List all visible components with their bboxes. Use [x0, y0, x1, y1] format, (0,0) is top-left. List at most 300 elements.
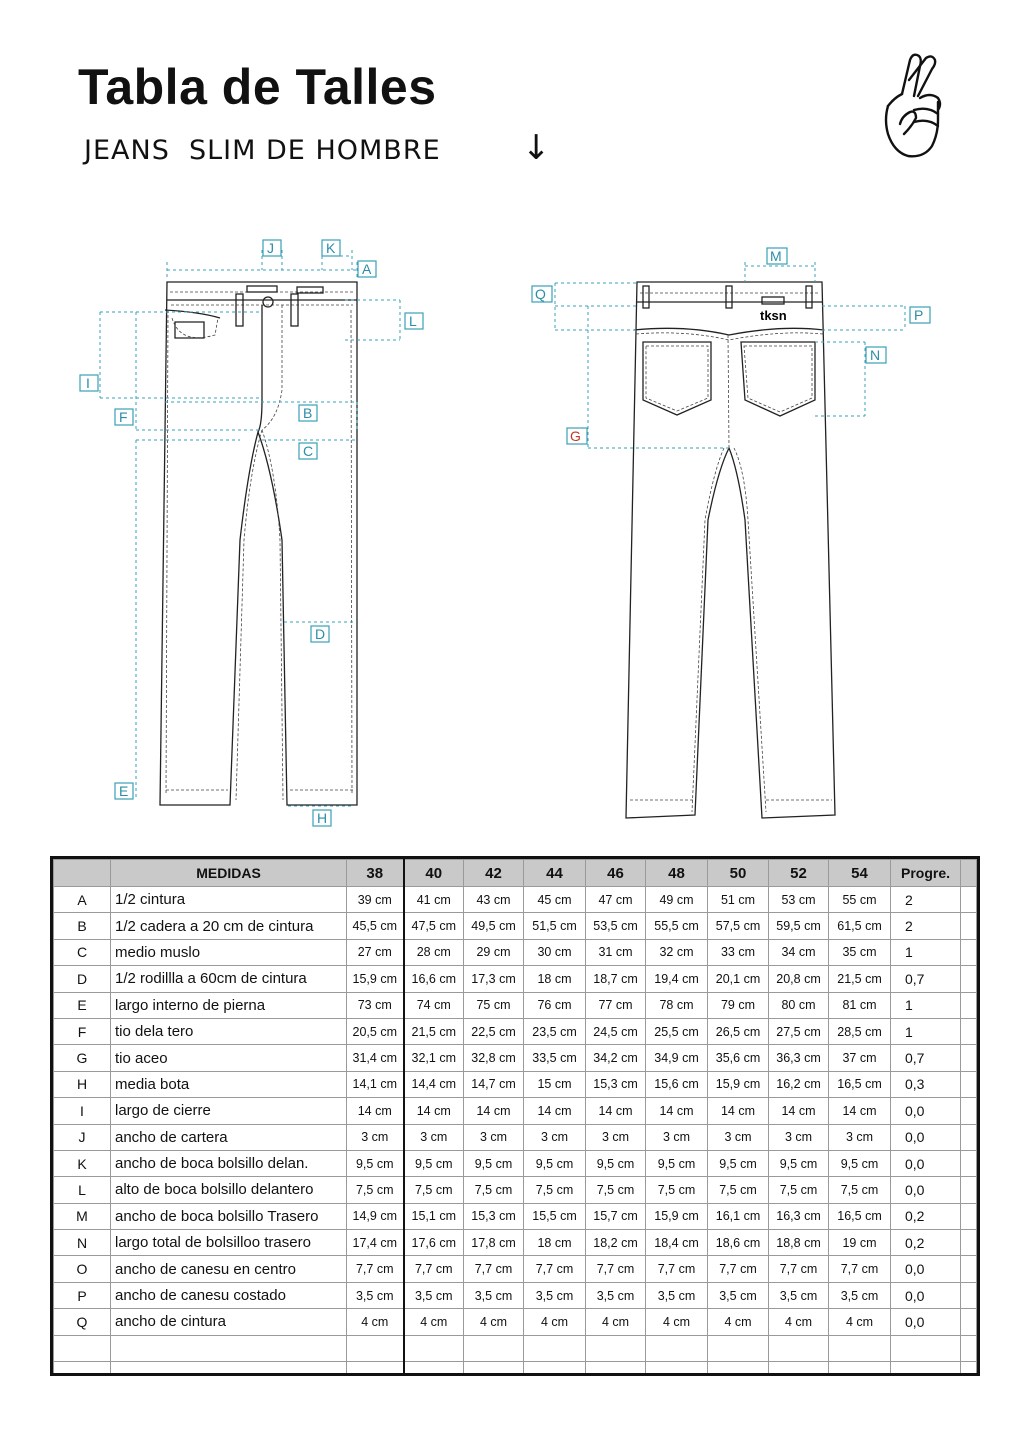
row-progression: 2: [891, 913, 961, 939]
empty-cell: [347, 1362, 404, 1376]
row-value: 28,5 cm: [829, 1018, 891, 1044]
row-value: 3 cm: [586, 1124, 646, 1150]
row-value: 33 cm: [708, 939, 769, 965]
row-value: 80 cm: [769, 992, 829, 1018]
row-value: 15,9 cm: [708, 1071, 769, 1097]
row-value: 7,5 cm: [404, 1177, 464, 1203]
row-value: 18,4 cm: [646, 1230, 708, 1256]
row-value: 14 cm: [524, 1098, 586, 1124]
row-value: 14 cm: [769, 1098, 829, 1124]
row-progression: 2: [891, 887, 961, 913]
page-title: Tabla de Talles: [78, 59, 437, 115]
empty-cell: [586, 1362, 646, 1376]
row-progression: 0,2: [891, 1203, 961, 1229]
row-value: 27 cm: [347, 939, 404, 965]
label-J: J: [267, 240, 274, 256]
label-L: L: [409, 313, 417, 329]
row-value: 14 cm: [347, 1098, 404, 1124]
row-value: 7,5 cm: [646, 1177, 708, 1203]
label-I: I: [86, 375, 90, 391]
row-description: largo de cierre: [111, 1098, 347, 1124]
row-spacer: [961, 1256, 977, 1282]
row-spacer: [961, 1150, 977, 1176]
row-value: 20,5 cm: [347, 1018, 404, 1044]
row-value: 4 cm: [769, 1309, 829, 1335]
row-value: 4 cm: [586, 1309, 646, 1335]
table-row: [54, 1071, 977, 1097]
row-spacer: [961, 1098, 977, 1124]
row-value: 7,7 cm: [769, 1256, 829, 1282]
label-B: B: [303, 405, 313, 421]
table-row: [54, 913, 977, 939]
row-value: 15 cm: [524, 1071, 586, 1097]
row-value: 15,9 cm: [646, 1203, 708, 1229]
row-letter: J: [54, 1124, 111, 1150]
row-letter: B: [54, 913, 111, 939]
row-value: 14,1 cm: [347, 1071, 404, 1097]
row-value: 81 cm: [829, 992, 891, 1018]
row-value: 3,5 cm: [404, 1282, 464, 1308]
row-spacer: [961, 1309, 977, 1335]
row-value: 57,5 cm: [708, 913, 769, 939]
empty-cell: [404, 1335, 464, 1361]
row-value: 15,3 cm: [586, 1071, 646, 1097]
row-value: 17,8 cm: [464, 1230, 524, 1256]
row-value: 53 cm: [769, 887, 829, 913]
row-value: 15,7 cm: [586, 1203, 646, 1229]
table-row: [54, 1256, 977, 1282]
row-value: 73 cm: [347, 992, 404, 1018]
row-description: ancho de boca bolsillo Trasero: [111, 1203, 347, 1229]
empty-cell: [54, 1335, 111, 1361]
header-size-46: 46: [586, 860, 646, 887]
row-description: alto de boca bolsillo delantero: [111, 1177, 347, 1203]
row-value: 49,5 cm: [464, 913, 524, 939]
row-description: largo total de bolsilloo trasero: [111, 1230, 347, 1256]
row-value: 77 cm: [586, 992, 646, 1018]
row-progression: 1: [891, 992, 961, 1018]
row-value: 15,6 cm: [646, 1071, 708, 1097]
row-value: 14,4 cm: [404, 1071, 464, 1097]
row-value: 35,6 cm: [708, 1045, 769, 1071]
row-value: 32 cm: [646, 939, 708, 965]
row-letter: A: [54, 887, 111, 913]
row-description: ancho de canesu en centro: [111, 1256, 347, 1282]
label-F: F: [119, 409, 128, 425]
row-value: 37 cm: [829, 1045, 891, 1071]
row-value: 3,5 cm: [829, 1282, 891, 1308]
empty-cell: [524, 1362, 586, 1376]
row-value: 7,7 cm: [524, 1256, 586, 1282]
row-spacer: [961, 1045, 977, 1071]
row-value: 18 cm: [524, 1230, 586, 1256]
row-value: 14,7 cm: [464, 1071, 524, 1097]
empty-cell: [646, 1335, 708, 1361]
row-value: 15,5 cm: [524, 1203, 586, 1229]
row-letter: O: [54, 1256, 111, 1282]
row-value: 30 cm: [524, 939, 586, 965]
row-progression: 0,7: [891, 966, 961, 992]
row-value: 55,5 cm: [646, 913, 708, 939]
empty-cell: [708, 1335, 769, 1361]
label-M: M: [770, 248, 782, 264]
row-value: 79 cm: [708, 992, 769, 1018]
row-letter: F: [54, 1018, 111, 1044]
row-value: 7,5 cm: [464, 1177, 524, 1203]
row-value: 45,5 cm: [347, 913, 404, 939]
row-progression: 0,0: [891, 1150, 961, 1176]
row-letter: H: [54, 1071, 111, 1097]
row-letter: N: [54, 1230, 111, 1256]
row-spacer: [961, 1230, 977, 1256]
row-progression: 1: [891, 1018, 961, 1044]
row-value: 3,5 cm: [769, 1282, 829, 1308]
empty-table-row: [54, 1362, 977, 1376]
row-value: 16,5 cm: [829, 1071, 891, 1097]
row-description: 1/2 rodillla a 60cm de cintura: [111, 966, 347, 992]
row-letter: D: [54, 966, 111, 992]
empty-cell: [961, 1362, 977, 1376]
row-value: 18,6 cm: [708, 1230, 769, 1256]
row-letter: K: [54, 1150, 111, 1176]
row-description: tio aceo: [111, 1045, 347, 1071]
row-value: 18,8 cm: [769, 1230, 829, 1256]
row-value: 7,7 cm: [708, 1256, 769, 1282]
row-value: 28 cm: [404, 939, 464, 965]
row-progression: 0,3: [891, 1071, 961, 1097]
row-spacer: [961, 939, 977, 965]
row-value: 51,5 cm: [524, 913, 586, 939]
row-value: 4 cm: [708, 1309, 769, 1335]
empty-cell: [891, 1335, 961, 1361]
row-progression: 0,0: [891, 1124, 961, 1150]
row-value: 47 cm: [586, 887, 646, 913]
label-G: G: [570, 428, 581, 444]
row-value: 3 cm: [404, 1124, 464, 1150]
label-D: D: [315, 626, 326, 642]
row-value: 19,4 cm: [646, 966, 708, 992]
row-value: 34,2 cm: [586, 1045, 646, 1071]
row-value: 15,3 cm: [464, 1203, 524, 1229]
row-value: 21,5 cm: [829, 966, 891, 992]
row-value: 3 cm: [708, 1124, 769, 1150]
row-value: 78 cm: [646, 992, 708, 1018]
row-value: 75 cm: [464, 992, 524, 1018]
empty-cell: [111, 1335, 347, 1361]
row-value: 27,5 cm: [769, 1018, 829, 1044]
row-value: 3,5 cm: [524, 1282, 586, 1308]
row-value: 9,5 cm: [646, 1150, 708, 1176]
row-value: 4 cm: [404, 1309, 464, 1335]
table-row: [54, 1203, 977, 1229]
table-row: [54, 1124, 977, 1150]
label-E: E: [119, 783, 129, 799]
row-value: 19 cm: [829, 1230, 891, 1256]
table-header-row: [54, 860, 977, 887]
row-value: 45 cm: [524, 887, 586, 913]
front-view-jeans: [80, 240, 423, 826]
table-row: [54, 1018, 977, 1044]
row-value: 7,7 cm: [646, 1256, 708, 1282]
row-value: 61,5 cm: [829, 913, 891, 939]
row-value: 16,3 cm: [769, 1203, 829, 1229]
header-size-50: 50: [708, 860, 769, 887]
row-spacer: [961, 1203, 977, 1229]
empty-cell: [111, 1362, 347, 1376]
row-value: 39 cm: [347, 887, 404, 913]
row-value: 17,3 cm: [464, 966, 524, 992]
row-value: 34 cm: [769, 939, 829, 965]
row-value: 49 cm: [646, 887, 708, 913]
empty-cell: [769, 1362, 829, 1376]
row-value: 7,5 cm: [829, 1177, 891, 1203]
row-value: 15,9 cm: [347, 966, 404, 992]
row-value: 33,5 cm: [524, 1045, 586, 1071]
label-Q: Q: [535, 286, 546, 302]
row-value: 18 cm: [524, 966, 586, 992]
label-N: N: [870, 347, 881, 363]
size-table: [50, 856, 980, 1376]
row-value: 9,5 cm: [464, 1150, 524, 1176]
row-value: 3,5 cm: [347, 1282, 404, 1308]
empty-table-row: [54, 1335, 977, 1361]
row-value: 21,5 cm: [404, 1018, 464, 1044]
row-letter: M: [54, 1203, 111, 1229]
empty-cell: [524, 1335, 586, 1361]
row-spacer: [961, 966, 977, 992]
row-value: 3 cm: [646, 1124, 708, 1150]
header-size-44: 44: [524, 860, 586, 887]
row-description: ancho de canesu costado: [111, 1282, 347, 1308]
row-value: 59,5 cm: [769, 913, 829, 939]
row-value: 7,7 cm: [347, 1256, 404, 1282]
row-letter: C: [54, 939, 111, 965]
table-body: [54, 887, 977, 1377]
row-value: 7,5 cm: [769, 1177, 829, 1203]
row-value: 4 cm: [524, 1309, 586, 1335]
table-row: [54, 1282, 977, 1308]
row-value: 7,7 cm: [404, 1256, 464, 1282]
row-spacer: [961, 992, 977, 1018]
row-value: 20,8 cm: [769, 966, 829, 992]
row-letter: P: [54, 1282, 111, 1308]
header-medidas: MEDIDAS: [111, 860, 347, 887]
row-value: 36,3 cm: [769, 1045, 829, 1071]
page-subtitle: JEANS SLIM DE HOMBRE: [84, 135, 441, 166]
row-spacer: [961, 1177, 977, 1203]
row-value: 16,1 cm: [708, 1203, 769, 1229]
row-value: 15,1 cm: [404, 1203, 464, 1229]
row-description: medio muslo: [111, 939, 347, 965]
row-letter: I: [54, 1098, 111, 1124]
table-row: [54, 1230, 977, 1256]
row-progression: 0,0: [891, 1098, 961, 1124]
row-description: ancho de boca bolsillo delan.: [111, 1150, 347, 1176]
header-size-38: 38: [347, 860, 404, 887]
row-value: 3,5 cm: [708, 1282, 769, 1308]
empty-cell: [646, 1362, 708, 1376]
row-value: 26,5 cm: [708, 1018, 769, 1044]
row-value: 43 cm: [464, 887, 524, 913]
row-spacer: [961, 1124, 977, 1150]
empty-cell: [829, 1362, 891, 1376]
row-value: 7,5 cm: [524, 1177, 586, 1203]
row-value: 9,5 cm: [347, 1150, 404, 1176]
row-value: 7,7 cm: [586, 1256, 646, 1282]
header-size-52: 52: [769, 860, 829, 887]
row-value: 14 cm: [829, 1098, 891, 1124]
row-value: 31,4 cm: [347, 1045, 404, 1071]
row-value: 14 cm: [586, 1098, 646, 1124]
header-size-54: 54: [829, 860, 891, 887]
row-value: 53,5 cm: [586, 913, 646, 939]
row-value: 9,5 cm: [404, 1150, 464, 1176]
row-progression: 0,0: [891, 1309, 961, 1335]
empty-cell: [464, 1362, 524, 1376]
row-value: 7,7 cm: [464, 1256, 524, 1282]
row-value: 3 cm: [347, 1124, 404, 1150]
row-letter: G: [54, 1045, 111, 1071]
row-value: 31 cm: [586, 939, 646, 965]
row-letter: E: [54, 992, 111, 1018]
row-value: 4 cm: [646, 1309, 708, 1335]
empty-cell: [769, 1335, 829, 1361]
row-value: 3 cm: [524, 1124, 586, 1150]
row-value: 55 cm: [829, 887, 891, 913]
row-value: 3 cm: [464, 1124, 524, 1150]
row-value: 14 cm: [646, 1098, 708, 1124]
row-value: 9,5 cm: [586, 1150, 646, 1176]
empty-cell: [54, 1362, 111, 1376]
row-value: 7,5 cm: [586, 1177, 646, 1203]
row-progression: 1: [891, 939, 961, 965]
header-size-42: 42: [464, 860, 524, 887]
row-value: 41 cm: [404, 887, 464, 913]
row-value: 3,5 cm: [464, 1282, 524, 1308]
table-row: [54, 887, 977, 913]
row-value: 7,5 cm: [347, 1177, 404, 1203]
row-value: 3 cm: [769, 1124, 829, 1150]
row-value: 14 cm: [464, 1098, 524, 1124]
label-P: P: [914, 307, 924, 323]
header-corner: [54, 860, 111, 887]
row-value: 4 cm: [829, 1309, 891, 1335]
row-value: 4 cm: [464, 1309, 524, 1335]
row-value: 25,5 cm: [646, 1018, 708, 1044]
row-progression: 0,0: [891, 1256, 961, 1282]
row-value: 18,7 cm: [586, 966, 646, 992]
empty-cell: [961, 1335, 977, 1361]
row-value: 29 cm: [464, 939, 524, 965]
row-value: 74 cm: [404, 992, 464, 1018]
row-value: 51 cm: [708, 887, 769, 913]
row-value: 23,5 cm: [524, 1018, 586, 1044]
table-row: [54, 1098, 977, 1124]
row-value: 9,5 cm: [708, 1150, 769, 1176]
empty-cell: [891, 1362, 961, 1376]
row-value: 32,8 cm: [464, 1045, 524, 1071]
row-letter: L: [54, 1177, 111, 1203]
row-value: 17,6 cm: [404, 1230, 464, 1256]
row-progression: 0,7: [891, 1045, 961, 1071]
row-spacer: [961, 1018, 977, 1044]
row-value: 14,9 cm: [347, 1203, 404, 1229]
row-description: ancho de cintura: [111, 1309, 347, 1335]
row-value: 3,5 cm: [646, 1282, 708, 1308]
back-view-jeans: [532, 248, 930, 818]
label-H: H: [317, 810, 328, 826]
row-value: 76 cm: [524, 992, 586, 1018]
header-size-48: 48: [646, 860, 708, 887]
row-value: 16,6 cm: [404, 966, 464, 992]
row-description: largo interno de pierna: [111, 992, 347, 1018]
row-spacer: [961, 1071, 977, 1097]
row-description: 1/2 cintura: [111, 887, 347, 913]
row-description: media bota: [111, 1071, 347, 1097]
empty-cell: [404, 1362, 464, 1376]
row-value: 14 cm: [708, 1098, 769, 1124]
row-value: 7,7 cm: [829, 1256, 891, 1282]
row-value: 35 cm: [829, 939, 891, 965]
table-row: [54, 992, 977, 1018]
label-K: K: [326, 240, 336, 256]
empty-cell: [464, 1335, 524, 1361]
header-progression: Progre.: [891, 860, 961, 887]
row-progression: 0,0: [891, 1282, 961, 1308]
row-value: 4 cm: [347, 1309, 404, 1335]
row-spacer: [961, 913, 977, 939]
row-value: 24,5 cm: [586, 1018, 646, 1044]
row-value: 18,2 cm: [586, 1230, 646, 1256]
row-value: 34,9 cm: [646, 1045, 708, 1071]
row-description: ancho de cartera: [111, 1124, 347, 1150]
row-letter: Q: [54, 1309, 111, 1335]
row-value: 16,2 cm: [769, 1071, 829, 1097]
row-description: tio dela tero: [111, 1018, 347, 1044]
row-value: 20,1 cm: [708, 966, 769, 992]
row-value: 7,5 cm: [708, 1177, 769, 1203]
row-progression: 0,0: [891, 1177, 961, 1203]
empty-cell: [347, 1335, 404, 1361]
row-spacer: [961, 887, 977, 913]
table-row: [54, 1045, 977, 1071]
down-arrow-icon: ↓: [522, 128, 551, 168]
row-value: 9,5 cm: [829, 1150, 891, 1176]
label-C: C: [303, 443, 314, 459]
row-value: 17,4 cm: [347, 1230, 404, 1256]
header-spacer: [961, 860, 977, 887]
row-spacer: [961, 1282, 977, 1308]
label-A: A: [362, 261, 372, 277]
row-value: 47,5 cm: [404, 913, 464, 939]
row-value: 9,5 cm: [524, 1150, 586, 1176]
row-value: 3,5 cm: [586, 1282, 646, 1308]
row-value: 32,1 cm: [404, 1045, 464, 1071]
row-value: 14 cm: [404, 1098, 464, 1124]
row-value: 3 cm: [829, 1124, 891, 1150]
row-value: 22,5 cm: [464, 1018, 524, 1044]
empty-cell: [829, 1335, 891, 1361]
table-row: [54, 966, 977, 992]
table-row: [54, 1177, 977, 1203]
row-progression: 0,2: [891, 1230, 961, 1256]
row-value: 16,5 cm: [829, 1203, 891, 1229]
row-value: 9,5 cm: [769, 1150, 829, 1176]
brand-logo: tksn: [760, 308, 787, 323]
empty-cell: [586, 1335, 646, 1361]
empty-cell: [708, 1362, 769, 1376]
row-description: 1/2 cadera a 20 cm de cintura: [111, 913, 347, 939]
